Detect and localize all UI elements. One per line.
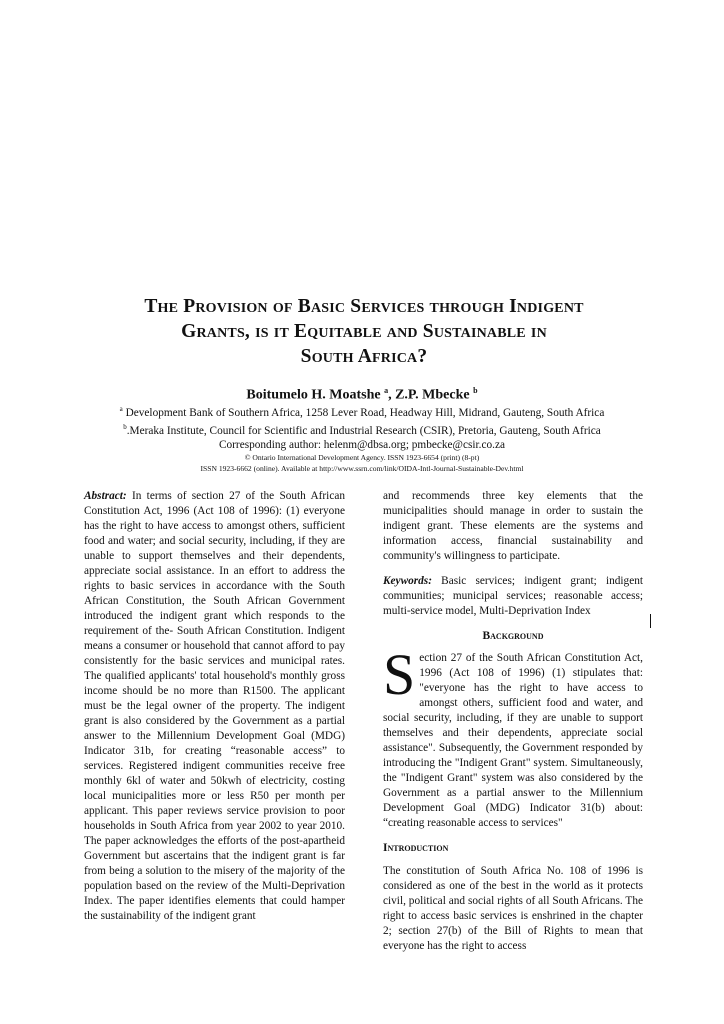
affiliation-a (70, 402, 654, 420)
affiliation-text: .Meraka Institute, Council for Scientific and Industrial Research (CSIR), Pretoria, Gauteng, South Africa (126, 424, 601, 437)
affiliation-mark: b (123, 422, 127, 431)
abstract-label: Abstract: (84, 490, 127, 502)
author-separator: , (388, 387, 396, 403)
drop-cap: S (383, 642, 416, 707)
author-name: Z.P. Mbecke (395, 387, 470, 403)
author-name: Boitumelo H. Moatshe (246, 387, 381, 403)
keywords-label: Keywords: (383, 575, 432, 587)
background-paragraph (383, 642, 643, 831)
paper-title (90, 294, 638, 369)
section-heading-background: Background (482, 630, 544, 642)
copyright-notice (80, 452, 644, 474)
affiliations (70, 402, 654, 452)
text-cursor-mark (650, 614, 651, 628)
affiliation-mark: a (119, 405, 123, 413)
title-line-3: South Africa? (300, 346, 428, 367)
title-line-1: The Provision of Basic Services through Indigent (144, 296, 584, 317)
abstract-paragraph (84, 489, 345, 924)
left-column (84, 489, 345, 924)
section-heading-introduction: Introduction (383, 842, 449, 854)
keywords-text: Basic services; indigent grant; indigent communities; municipal services; reasonable access; multi-service model, Multi-Deprivation Index (383, 575, 643, 617)
abstract-text: In terms of section 27 of the South African Constitution Act, 1996 (Act 108 of 1996): (1) everyone has the right to have access to amongst others, sufficient food and water; and social security, including, if they are unable to support themselves and their dependents, appreciate social assistance. In an effort to address the rights to basic services in accordance with the South African Constitution, the South African Government introduced the indigent grant which responds to the requirement of the- South African Constitution. Indigent means a consumer or household that cannot afford to pay consistently for the basic services and municipal rates. The qualified applicants' total household's monthly gross income should be no more than R1500. The applicant must be the legal owner of the property. The indigent grant is also considered by the Government as a partial answer to the Millennium Development Goal (MDG) Indicator 31b, for creating “reasonable access” to services. Registered indigent communities receive free monthly 6kl of water and 50kwh of electricity, costing local municipalities more or less R50 per month per applicant. This paper reviews service provision to poor households in South Africa from year 2002 to year 2010. The paper acknowledges the efforts of the post-apartheid Government but ascertains that the indigent grant is far from being a solution to the misery of the majority of the population based on the review of the Multi-Deprivation Index. The paper identifies elements that could hamper the sustainability of the indigent grant (84, 490, 345, 922)
affiliation-mark: a (384, 386, 389, 395)
right-column (383, 489, 643, 954)
title-line-2: Grants, is it Equitable and Sustainable in (181, 321, 547, 342)
introduction-paragraph: The constitution of South Africa No. 108 of 1996 is considered as one of the best in the world as it protects civil, political and social rights of all South Africans. The right to access basic services is enshrined in the chapter 2; section 27(b) of the Bill of Rights to mean that everyone has the right to access (383, 865, 643, 952)
affiliation-b (70, 420, 654, 438)
background-text: ection 27 of the South African Constitution Act, 1996 (Act 108 of 1996) (1) stipulates that: "everyone has the right to have access to amongst others, sufficient food and water, and social security, including, if they are unable to support themselves and their dependents, appreciate social assistance". Subsequently, the Government responded by introducing the "Indigent Grant" system. Simultaneously, the "Indigent Grant" system was also considered by the Government as a partial answer to the Millennium Development Goal (MDG) Indicator 31(b) about: “creating reasonable access to services" (383, 652, 643, 829)
corresponding-author: Corresponding author: helenm@dbsa.org; pmbecke@csir.co.za (218, 438, 505, 451)
affiliation-text: Development Bank of Southern Africa, 1258 Lever Road, Headway Hill, Midrand, Gauteng, South Africa (122, 406, 605, 419)
copyright-line-1: © Ontario International Development Agency. ISSN 1923-6654 (print) (8-pt) (244, 453, 480, 462)
affiliation-mark: b (473, 386, 478, 395)
abstract-continuation: and recommends three key elements that the municipalities should manage in order to sustain the indigent grant. These elements are the systems and information access, financial sustainability and community's willingness to participate. (383, 490, 643, 562)
copyright-line-2: ISSN 1923-6662 (online). Available at http://www.ssrn.com/link/OIDA-Intl-Journal-Sustainable-Dev.html (200, 464, 524, 473)
keywords-paragraph (383, 574, 643, 619)
author-list (80, 386, 644, 404)
